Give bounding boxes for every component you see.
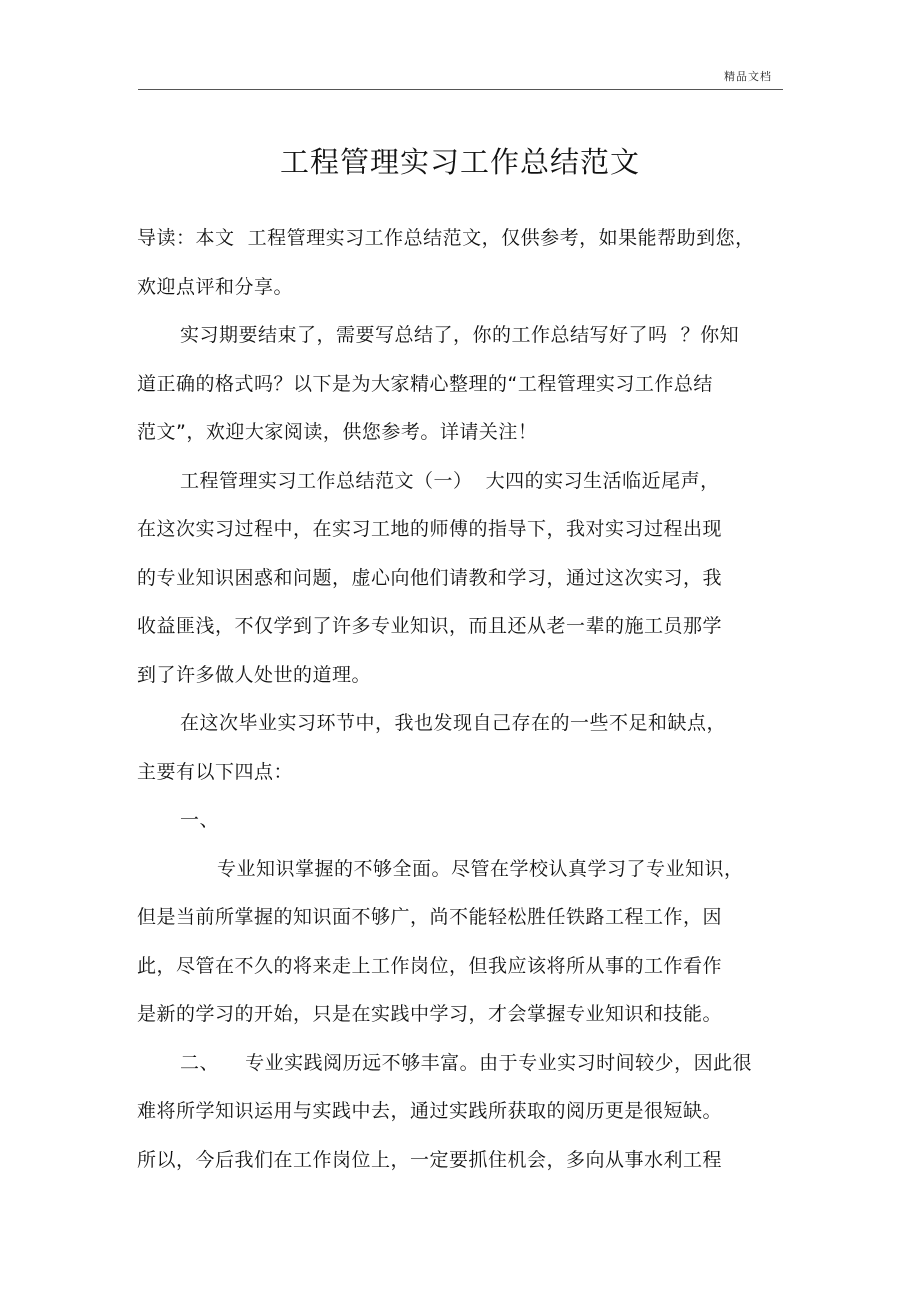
list-marker: 一、 — [180, 809, 220, 831]
paragraph-line: 的专业知识困惑和问题，虚心向他们请教和学习，通过这次实习，我 — [137, 566, 723, 589]
paragraph-line: 难将所学知识运用与实践中去，通过实践所获取的阅历更是很短缺。 — [137, 1100, 723, 1122]
intro-line: 欢迎点评和分享。 — [137, 275, 294, 298]
paragraph-line: 在这次毕业实习环节中，我也发现自己存在的一些不足和缺点， — [180, 712, 727, 734]
intro-line: 导读：本文 工程管理实习工作总结范文，仅供参考，如果能帮助到您， — [137, 227, 755, 249]
paragraph-line: 但是当前所掌握的知识面不够广，尚不能轻松胜任铁路工程工作，因 — [137, 906, 723, 928]
paragraph-line: 在这次实习过程中，在实习工地的师傅的指导下，我对实习过程出现 — [137, 518, 723, 540]
paragraph-line: 此，尽管在不久的将来走上工作岗位，但我应该将所从事的工作看作 — [137, 954, 723, 977]
paragraph-line: 专业知识掌握的不够全面。尽管在学校认真学习了专业知识， — [217, 857, 744, 880]
paragraph-line: 所以，今后我们在工作岗位上，一定要抓住机会，多向从事水利工程 — [137, 1148, 723, 1171]
header-label: 精品文档 — [724, 70, 772, 83]
header-divider — [138, 89, 783, 90]
paragraph-line: 二、 专业实践阅历远不够丰富。由于专业实习时间较少，因此很 — [180, 1051, 753, 1074]
paragraph-line: 是新的学习的开始，只是在实践中学习，才会掌握专业知识和技能。 — [137, 1003, 723, 1025]
paragraph-line: 到了许多做人处世的道理。 — [137, 663, 372, 686]
paragraph-line: 范文”，欢迎大家阅读，供您参考。详请关注！ — [137, 421, 538, 443]
paragraph-line: 收益匪浅，不仅学到了许多专业知识，而且还从老一辈的施工员那学 — [137, 615, 723, 637]
paragraph-line: 实习期要结束了，需要写总结了，你的工作总结写好了吗 ？你知 — [180, 324, 740, 346]
paragraph-line: 工程管理实习工作总结范文（一） 大四的实习生活临近尾声， — [180, 469, 720, 492]
paragraph-line: 道正确的格式吗？以下是为大家精心整理的“工程管理实习工作总结 — [137, 372, 713, 395]
document-title: 工程管理实习工作总结范文 — [279, 145, 640, 179]
document-body — [137, 214, 777, 1184]
paragraph-line: 主要有以下四点： — [137, 760, 294, 783]
